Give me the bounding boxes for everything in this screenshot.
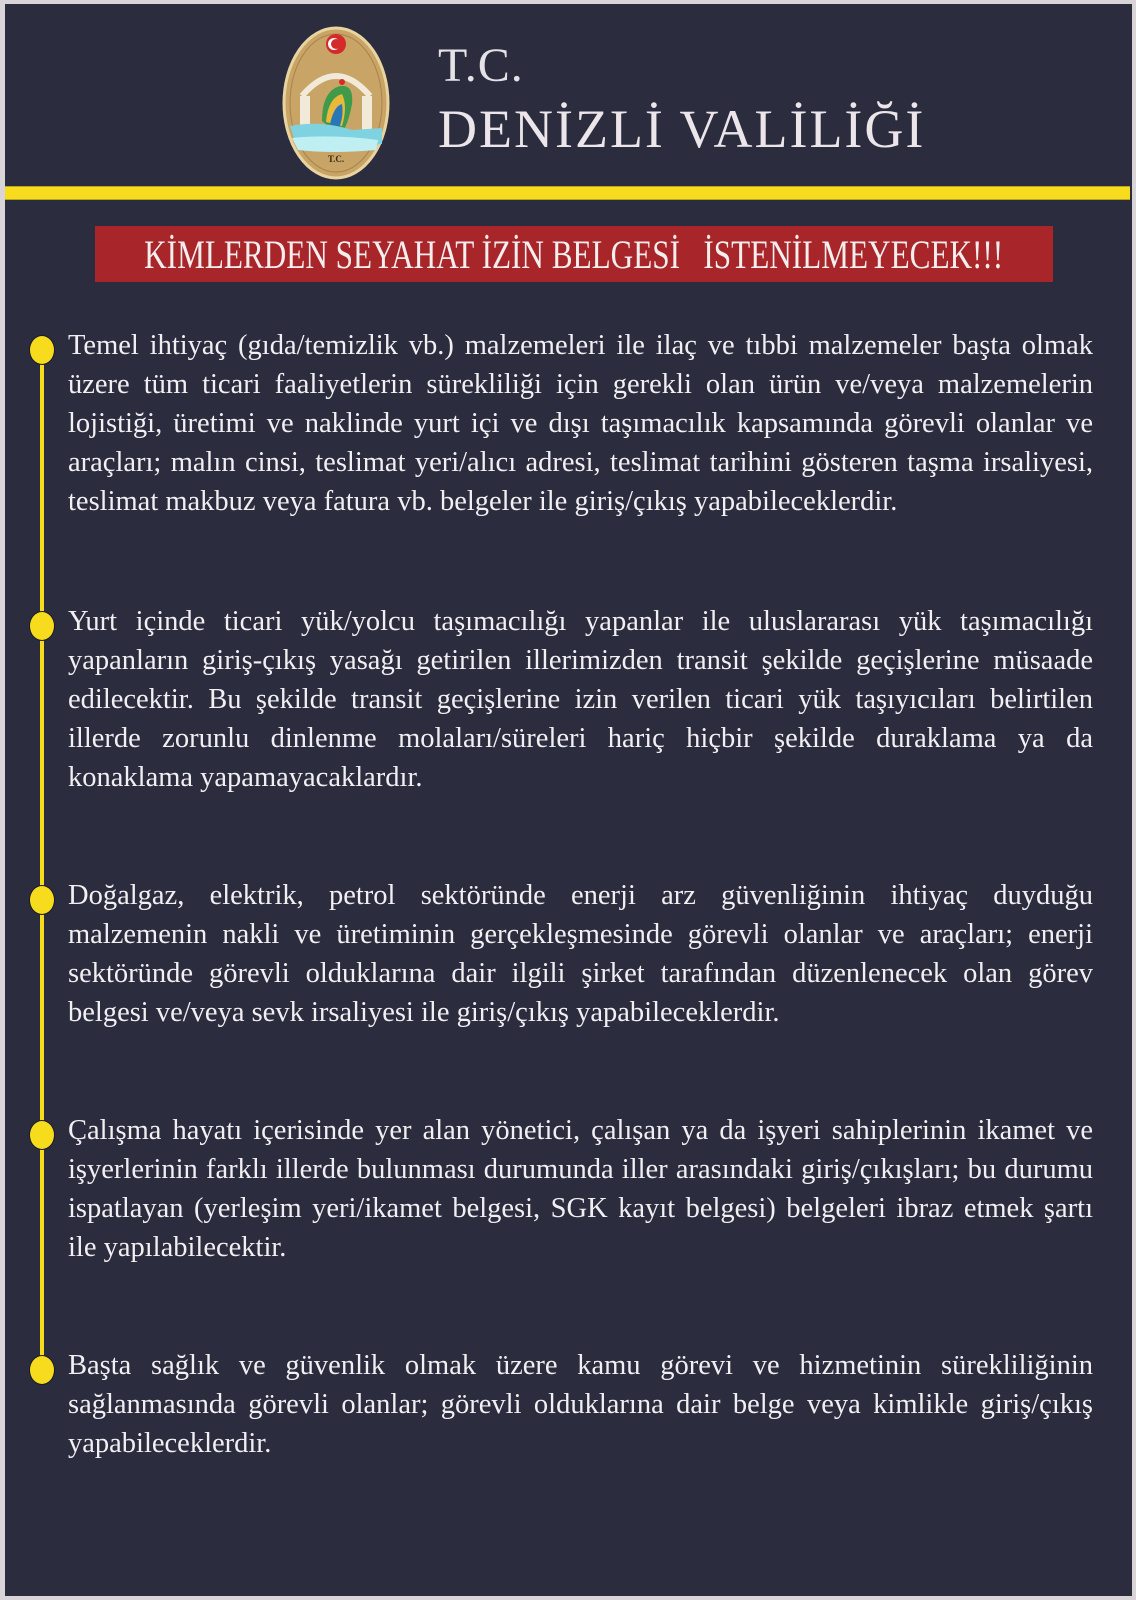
bullet-dot-icon <box>29 885 55 915</box>
header-tc: T.C. <box>438 39 524 92</box>
header-governorship-name: DENİZLİ VALİLİĞİ <box>438 99 926 159</box>
list-item-text: Doğalgaz, elektrik, petrol sektöründe enerji arz güvenliğinin ihtiyaç duyduğu malzemenin nakli ve üretiminin gerçekleşmesinde görevli olanlar ve araçları; enerji sektöründe görevli olduklarına dair ilgili şirket tarafından düzenlenecek olan görev belgesi ve/veya sevk irsaliyesi ile giriş/çıkış yapabileceklerdir. <box>68 880 1093 1028</box>
title-banner <box>95 226 1053 282</box>
bullet-dot-icon <box>29 611 55 641</box>
list-item-text: Başta sağlık ve güvenlik olmak üzere kamu görevi ve hizmetinin sürekliliğinin sağlanmasında görevli olanlar; görevli olduklarına dair belge veya kimlikle giriş/çıkış yapabileceklerdir. <box>68 1350 1093 1459</box>
list-item-text: Temel ihtiyaç (gıda/temizlik vb.) malzemeleri ile ilaç ve tıbbi malzemeler başta olmak üzere tüm ticari faaliyetlerin sürekliliği için gerekli olan ürün ve/veya malzemelerin lojistiği, üretimi ve naklinde yurt içi ve dışı taşımacılık kapsamında görevli olanlar ve araçları; malın cinsi, teslimat yeri/alıcı adresi, teslimat tarihini gösteren taşma irsaliyesi, teslimat makbuz veya fatura vb. belgeler ile giriş/çıkış yapabileceklerdir. <box>68 330 1093 517</box>
list-item-text: Çalışma hayatı içerisinde yer alan yönetici, çalışan ya da işyeri sahiplerinin ikamet ve işyerlerinin farklı illerde bulunması durumunda iller arasındaki giriş/çıkışları; bu durumu ispatlayan (yerleşim yeri/ikamet belgesi, SGK kayıt belgesi) belgeleri ibraz etmek şartı ile yapılabilecektir. <box>68 1115 1093 1263</box>
page-title: KİMLERDEN SEYAHAT İZİN BELGESİ İSTENİLMEYECEK!!! <box>144 231 1004 277</box>
bullet-dot-icon <box>29 335 55 365</box>
bullet-dot-icon <box>29 1120 55 1150</box>
denizli-governorship-emblem-icon <box>282 26 390 181</box>
list-item-text: Yurt içinde ticari yük/yolcu taşımacılığı yapanlar ile uluslararası yük taşımacılığı yapanların giriş-çıkış yasağı getirilen illerimizden transit şekilde geçişlerine müsaade edilecektir. Bu şekilde transit geçişlerine izin verilen ticari yük taşıyıcıları belirtilen illerde zorunlu dinlenme molaları/süreleri hariç hiçbir şekilde duraklama ya da konaklama yapamayacaklardır. <box>68 606 1093 793</box>
yellow-divider <box>5 186 1130 200</box>
timeline-line <box>40 344 44 1364</box>
bullet-dot-icon <box>29 1355 55 1385</box>
svg-text:T.C.: T.C. <box>327 154 345 164</box>
header <box>5 4 1132 189</box>
poster <box>5 4 1132 1596</box>
